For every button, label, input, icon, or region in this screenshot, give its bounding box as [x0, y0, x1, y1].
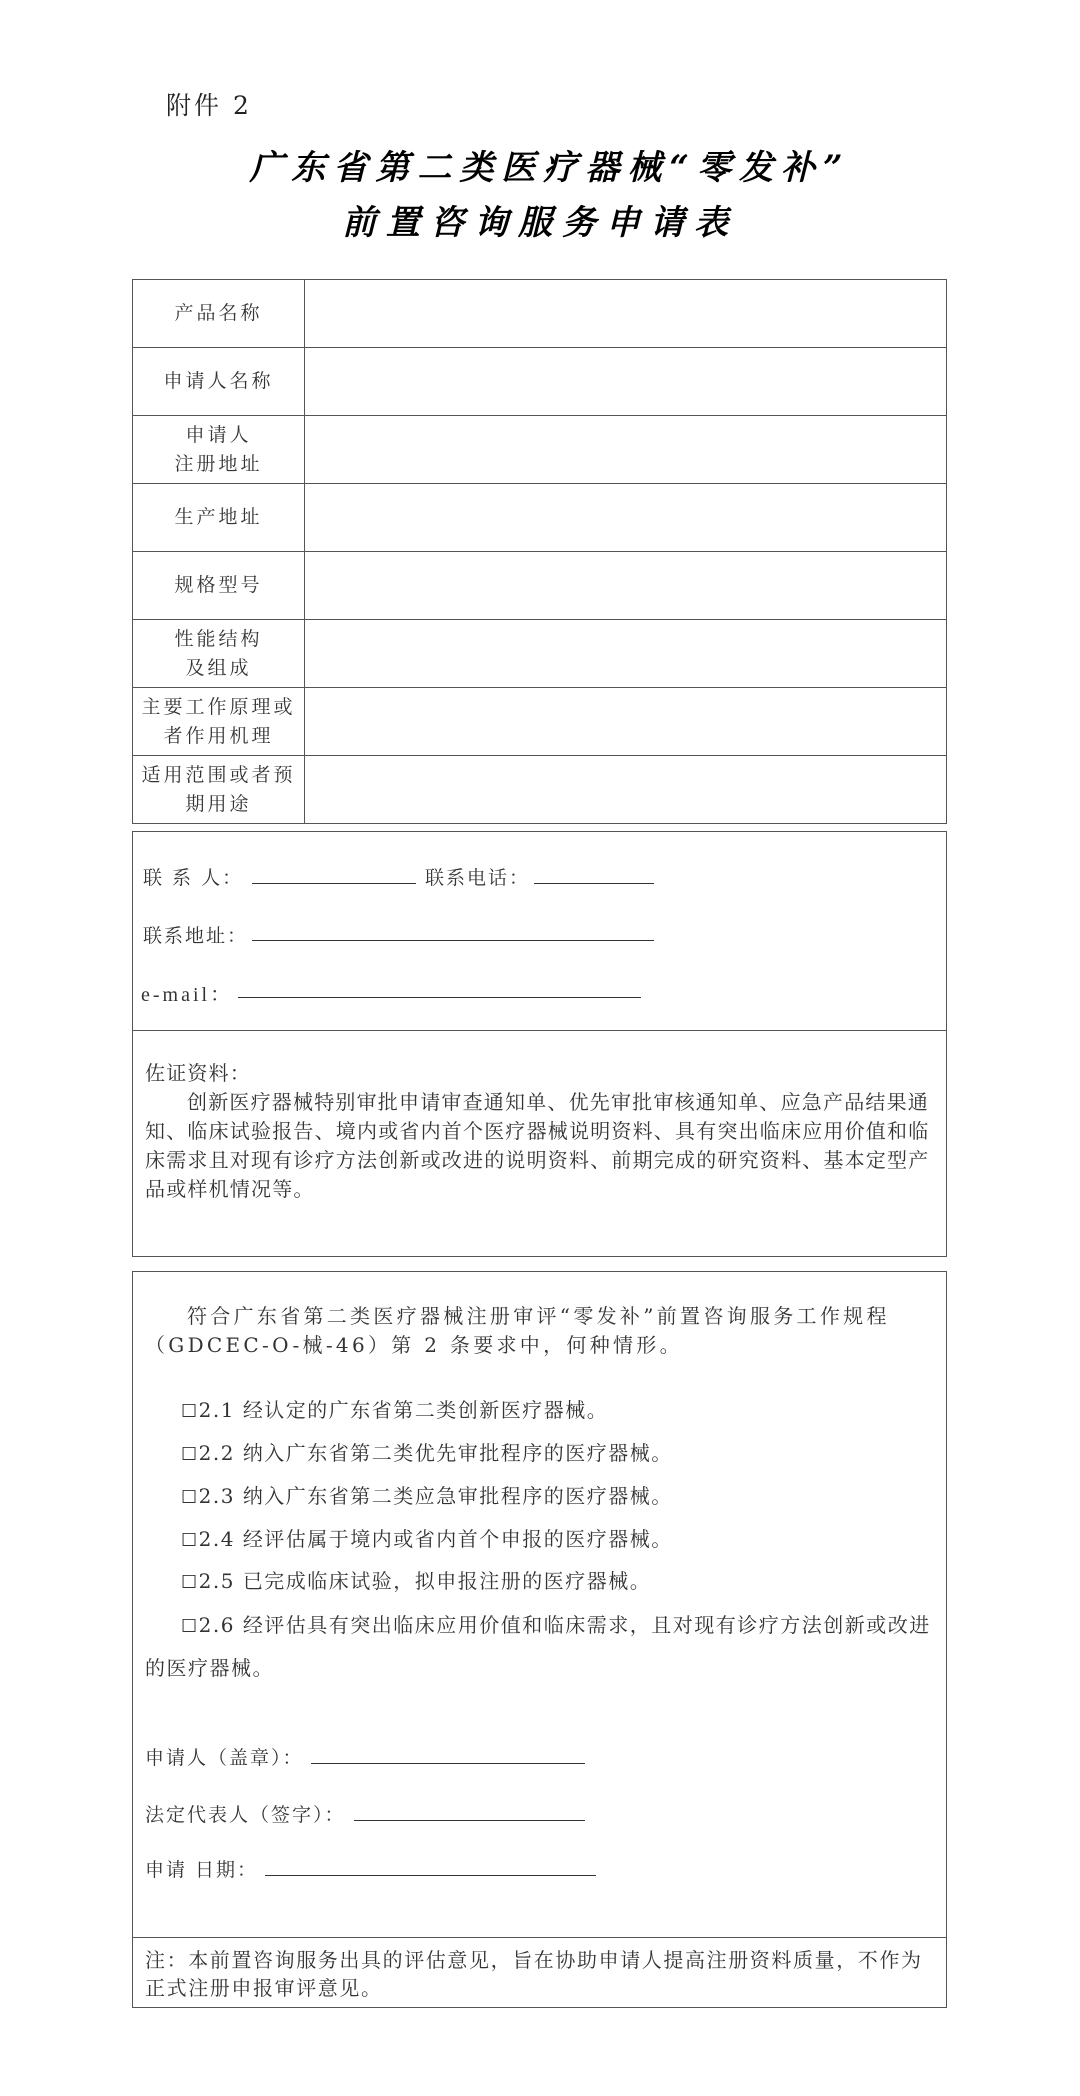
- legal-representative-field[interactable]: [354, 1799, 585, 1821]
- criteria-intro: 符合广东省第二类医疗器械注册审评“零发补”前置咨询服务工作规程（GDCEC-O-械-46）第 2 条要求中，何种情形。: [145, 1304, 890, 1357]
- checkbox-icon[interactable]: ☐: [181, 1616, 199, 1637]
- contact-person-field[interactable]: [252, 862, 416, 884]
- label-production-address: 生产地址: [133, 484, 305, 552]
- table-row: [133, 756, 947, 824]
- table-row: [133, 416, 947, 484]
- table-row: [133, 552, 947, 620]
- applicant-seal-field[interactable]: [311, 1742, 585, 1764]
- checkbox-icon[interactable]: ☐: [181, 1444, 199, 1465]
- applicant-name-field[interactable]: [305, 348, 947, 416]
- label-model-specification: 规格型号: [133, 552, 305, 620]
- option-2-6-continuation: 的医疗器械。: [145, 1656, 274, 1680]
- table-row: [133, 348, 947, 416]
- option-2-4[interactable]: ☐2.4 经评估属于境内或省内首个申报的医疗器械。: [181, 1527, 673, 1551]
- label-applicant-name: 申请人名称: [133, 348, 305, 416]
- label-intended-use: 适用范围或者预 期用途: [133, 756, 305, 824]
- applicant-seal-label: 申请人（盖章）：: [145, 1747, 304, 1769]
- contact-person-label: 联 系 人：: [143, 867, 244, 889]
- supporting-documents-text: 创新医疗器械特别审批申请审查通知单、优先审批审核通知单、应急产品结果通知、临床试验报告、境内或省内首个医疗器械说明资料、具有突出临床应用价值和临床需求且对现有诊疗方法创新或改进的说明资料、前期完成的研究资料、基本定型产品或样机情况等。: [145, 1090, 930, 1201]
- label-product-name: 产品名称: [133, 280, 305, 348]
- intended-use-field[interactable]: [305, 756, 947, 824]
- checkbox-icon[interactable]: ☐: [181, 1401, 199, 1422]
- attachment-label: 附件 2: [166, 91, 252, 120]
- production-address-field[interactable]: [305, 484, 947, 552]
- option-2-3[interactable]: ☐2.3 纳入广东省第二类应急审批程序的医疗器械。: [181, 1484, 673, 1508]
- table-row: [133, 280, 947, 348]
- product-name-field[interactable]: [305, 280, 947, 348]
- table-row: [133, 620, 947, 688]
- note-section: [132, 1937, 947, 2008]
- working-principle-field[interactable]: [305, 688, 947, 756]
- legal-representative-label: 法定代表人（签字）：: [145, 1804, 346, 1826]
- supporting-documents-section: [132, 1030, 947, 1257]
- contact-section: [132, 831, 947, 1031]
- registered-address-field[interactable]: [305, 416, 947, 484]
- application-date-field[interactable]: [265, 1854, 596, 1876]
- supporting-documents-label: 佐证资料：: [145, 1061, 251, 1085]
- checkbox-icon[interactable]: ☐: [181, 1530, 199, 1551]
- option-2-1[interactable]: ☐2.1 经认定的广东省第二类创新医疗器械。: [181, 1398, 609, 1422]
- page-title-line1: 广东省第二类医疗器械“零发补”: [249, 148, 851, 188]
- option-2-2[interactable]: ☐2.2 纳入广东省第二类优先审批程序的医疗器械。: [181, 1441, 673, 1465]
- contact-phone-field[interactable]: [534, 862, 654, 884]
- checkbox-icon[interactable]: ☐: [181, 1572, 199, 1593]
- option-2-5[interactable]: ☐2.5 已完成临床试验，拟申报注册的医疗器械。: [181, 1569, 652, 1593]
- structure-composition-field[interactable]: [305, 620, 947, 688]
- email-label: e-mail：: [141, 984, 234, 1006]
- contact-address-label: 联系地址：: [143, 925, 249, 947]
- contact-address-field[interactable]: [252, 919, 654, 941]
- criteria-section: [132, 1271, 947, 1938]
- application-form-table: [132, 279, 947, 824]
- contact-phone-label: 联系电话：: [425, 867, 531, 889]
- label-working-principle: 主要工作原理或 者作用机理: [133, 688, 305, 756]
- note-text: 注：本前置咨询服务出具的评估意见，旨在协助申请人提高注册资料质量，不作为正式注册申报审评意见。: [145, 1948, 923, 2000]
- application-date-label: 申请 日期：: [145, 1859, 259, 1881]
- checkbox-icon[interactable]: ☐: [181, 1487, 199, 1508]
- label-applicant-registered-address: 申请人 注册地址: [133, 416, 305, 484]
- table-row: [133, 484, 947, 552]
- email-field[interactable]: [238, 976, 641, 998]
- option-2-6[interactable]: ☐2.6 经评估具有突出临床应用价值和临床需求，且对现有诊疗方法创新或改进: [181, 1613, 931, 1637]
- label-structure-composition: 性能结构 及组成: [133, 620, 305, 688]
- model-specification-field[interactable]: [305, 552, 947, 620]
- table-row: [133, 688, 947, 756]
- page-title-line2: 前置咨询服务申请表: [342, 203, 738, 243]
